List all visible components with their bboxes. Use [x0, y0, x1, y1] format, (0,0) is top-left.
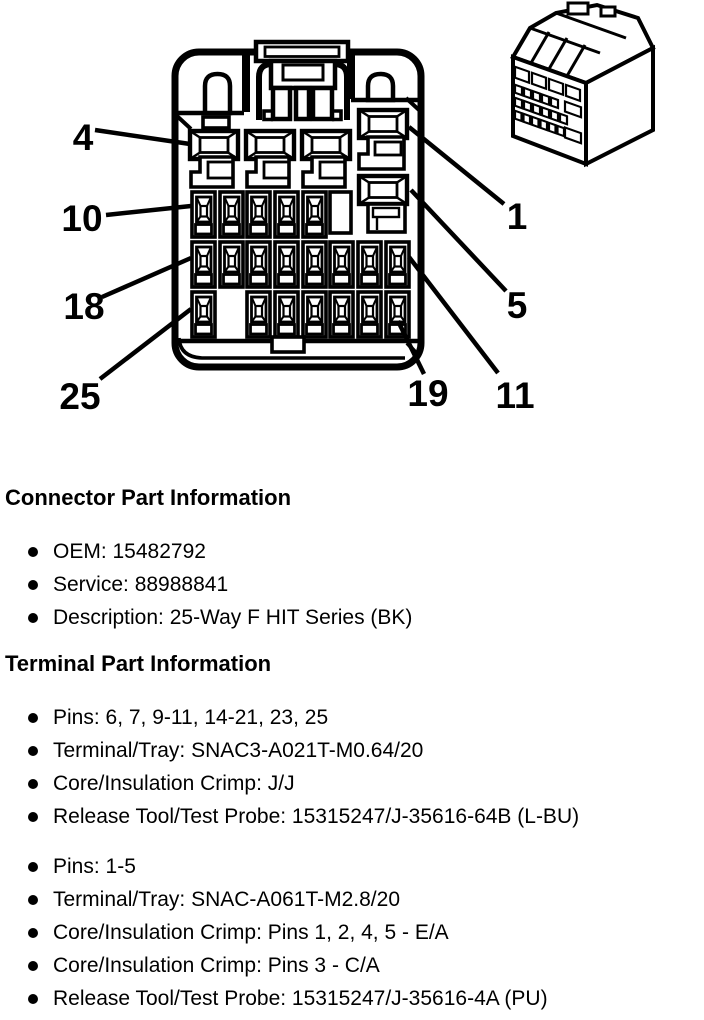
list-item-text: OEM: 15482792	[53, 540, 206, 563]
list-item-text: Service: 88988841	[53, 573, 229, 596]
list-item	[0, 734, 704, 767]
connector-part-info-heading: Connector Part Information	[5, 485, 292, 510]
terminal-info-list-group2	[0, 850, 704, 1015]
pin-callout-25: 25	[59, 376, 101, 417]
bullet-icon	[28, 746, 38, 756]
pin-callout-5: 5	[506, 285, 528, 326]
pin-callout-1: 1	[506, 196, 528, 237]
list-item	[0, 916, 704, 949]
list-item	[0, 701, 704, 734]
list-item	[0, 601, 704, 634]
bullet-icon	[28, 713, 38, 723]
bullet-icon	[28, 895, 38, 905]
pin-callout-10: 10	[61, 198, 103, 239]
index-keyway	[203, 117, 229, 128]
connector-pinout-figure	[0, 0, 704, 462]
pin-callout-4: 4	[72, 117, 94, 158]
list-item	[0, 949, 704, 982]
bullet-icon	[28, 779, 38, 789]
bullet-icon	[28, 994, 38, 1004]
pin-callout-19: 19	[407, 373, 449, 414]
bullet-icon	[28, 547, 38, 557]
list-item-text: Core/Insulation Crimp: Pins 3 - C/A	[53, 954, 380, 977]
list-item	[0, 767, 704, 800]
terminal-info-list-group1	[0, 701, 704, 833]
list-item-text: Description: 25-Way F HIT Series (BK)	[53, 606, 413, 629]
list-item	[0, 568, 704, 601]
list-item-text: Core/Insulation Crimp: J/J	[53, 772, 295, 795]
list-item-text: Pins: 6, 7, 9-11, 14-21, 23, 25	[53, 706, 329, 729]
bullet-icon	[28, 812, 38, 822]
blank-cavity	[330, 192, 351, 233]
list-item-text: Terminal/Tray: SNAC3-A021T-M0.64/20	[53, 739, 424, 762]
list-item-text: Release Tool/Test Probe: 15315247/J-35616-4A (PU)	[53, 987, 548, 1010]
pin-callout-18: 18	[63, 286, 105, 327]
terminal-part-info-heading: Terminal Part Information	[5, 651, 272, 676]
bullet-icon	[28, 862, 38, 872]
terminal-row-2	[192, 192, 351, 237]
list-item	[0, 850, 704, 883]
list-item	[0, 982, 704, 1015]
bullet-icon	[28, 613, 38, 623]
bullet-icon	[28, 580, 38, 590]
pin-callout-11: 11	[495, 375, 535, 416]
large-cavity-row	[190, 131, 350, 187]
list-item-text: Core/Insulation Crimp: Pins 1, 2, 4, 5 - E/A	[53, 921, 449, 944]
list-item-text: Pins: 1-5	[53, 855, 136, 878]
list-item	[0, 800, 704, 833]
list-item	[0, 535, 704, 568]
pin1-cavity	[359, 110, 407, 169]
pin5-cavity	[359, 176, 407, 232]
bullet-icon	[28, 928, 38, 938]
connector-isometric-view	[513, 3, 653, 164]
latch-tab	[601, 7, 615, 16]
list-item-text: Terminal/Tray: SNAC-A061T-M2.8/20	[53, 888, 401, 911]
latch-tab	[568, 3, 588, 14]
bullet-icon	[28, 961, 38, 971]
connector-front-view	[175, 42, 421, 367]
list-item	[0, 883, 704, 916]
part-information	[0, 487, 704, 1015]
connector-info-list	[0, 535, 704, 634]
list-item-text: Release Tool/Test Probe: 15315247/J-35616-64B (L-BU)	[53, 805, 580, 828]
left-alignment-tab	[205, 74, 230, 113]
right-alignment-tab	[368, 74, 393, 100]
